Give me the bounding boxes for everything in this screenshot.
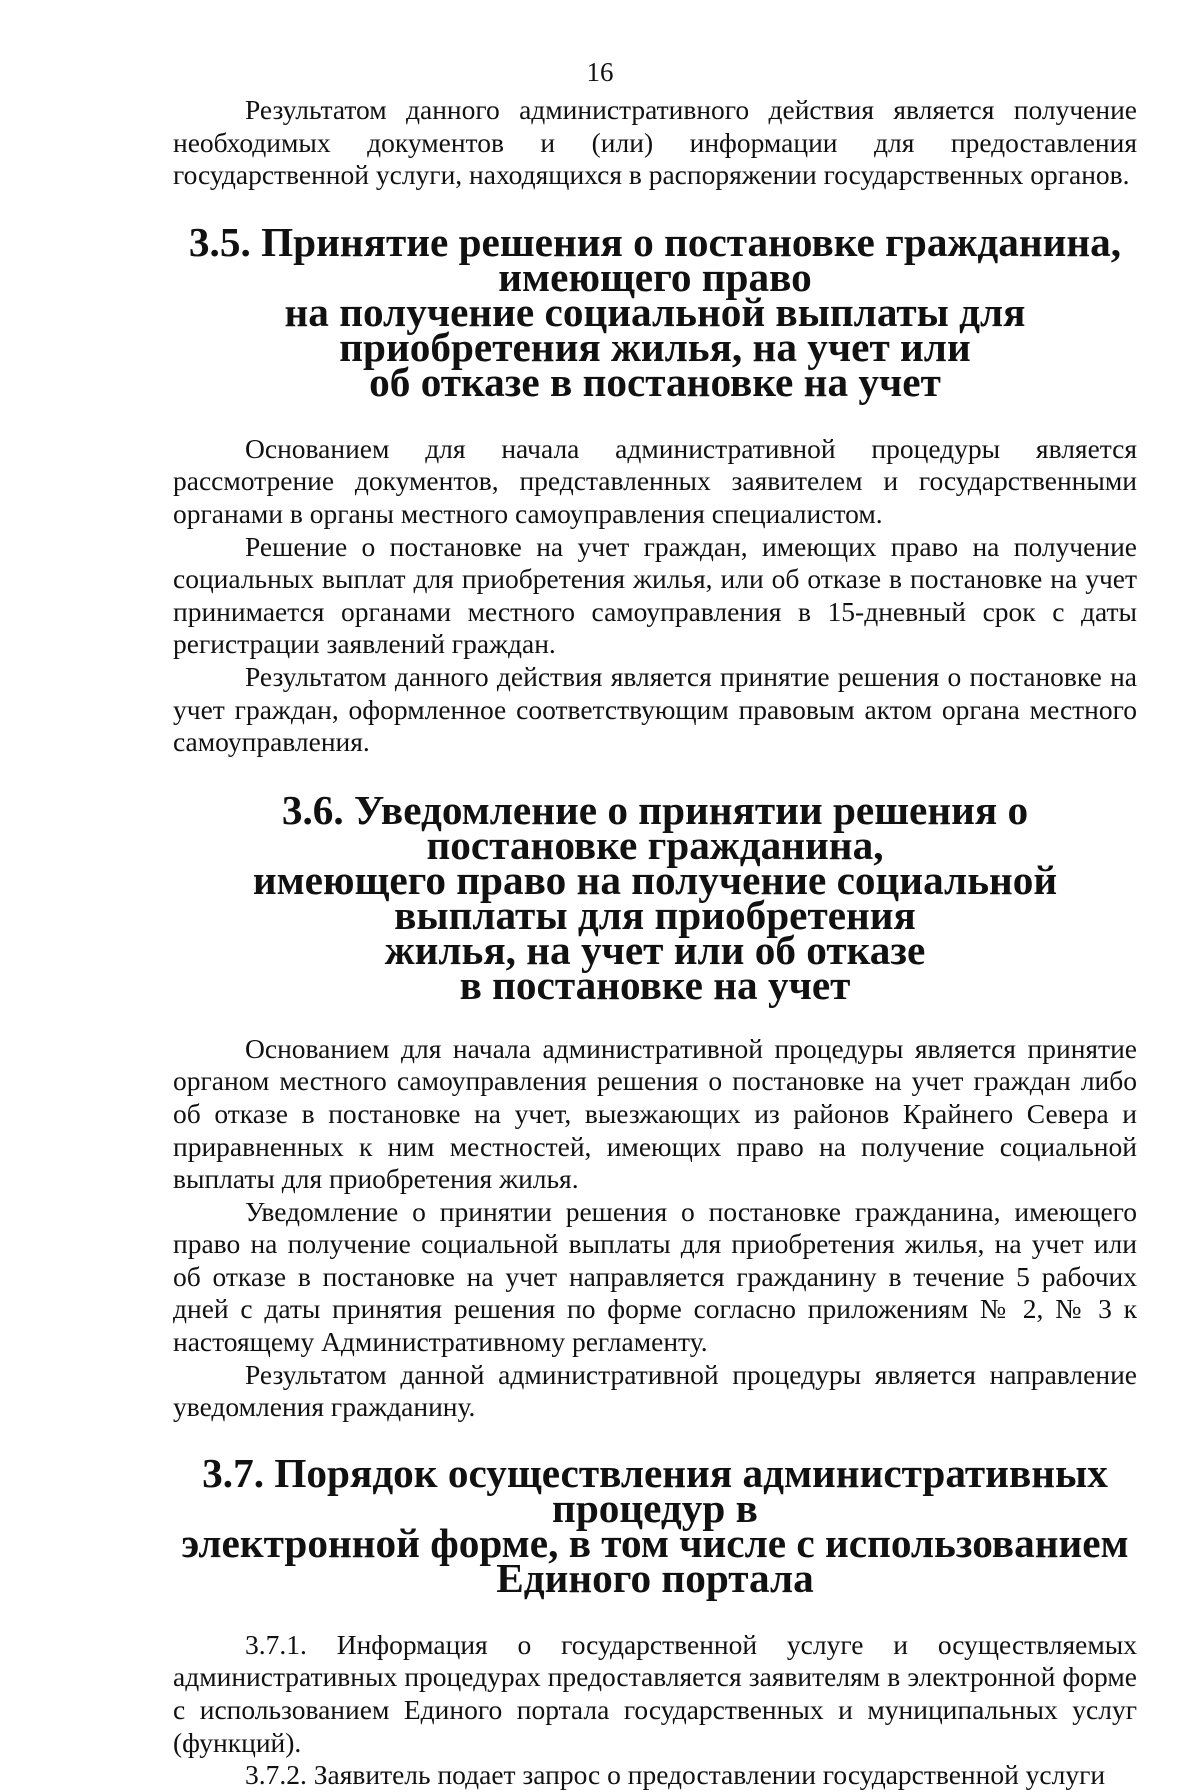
section-3-5-paragraph: Основанием для начала административной процедуры является рассмотрение документов, представленных заявителем и государственными органами в органы местного самоуправления специалистом.	[173, 432, 1137, 529]
heading-line: электронной форме, в том числе с использованием Единого портала	[181, 1519, 1129, 1601]
section-3-7-paragraph: 3.7.2. Заявитель подает запрос о предоставлении государственной услуги	[245, 1759, 1106, 1791]
section-3-7-heading	[173, 1449, 1137, 1601]
section-3-5-paragraph: Решение о постановке на учет граждан, имеющих право на получение социальных выплат для приобретения жилья, или об отказе в постановке на учет принимается органами местного самоуправления в 15-дневный срок с даты регистрации заявлений граждан.	[173, 530, 1137, 660]
heading-line: 3.6. Уведомление о принятии решения о постановке гражданина,	[281, 786, 1029, 868]
section-3-6-paragraph: Уведомление о принятии решения о постановке гражданина, имеющего право на получение социальной выплаты для приобретения жилья, на учет или об отказе в постановке на учет направляется гражданину в течение 5 рабочих дней с даты принятия решения по форме согласно приложениям № 2, № 3 к настоящему Административному регламенту.	[173, 1195, 1137, 1358]
heading-line: жилья, на учет или об отказе	[384, 926, 926, 973]
section-3-6-heading	[173, 786, 1137, 1008]
intro-paragraph: Результатом данного административного действия является получение необходимых документов и (или) информации для предоставления государственной услуги, находящихся в распоряжении государственных органов.	[173, 94, 1137, 191]
heading-line: об отказе в постановке на учет	[369, 358, 941, 405]
heading-line: 3.5. Принятие решения о постановке гражданина, имеющего право	[188, 218, 1122, 300]
section-3-5-heading	[173, 218, 1137, 405]
heading-line: в постановке на учет	[459, 961, 851, 1008]
section-3-6-paragraph: Основанием для начала административной процедуры является принятие органом местного самоуправления решения о постановке на учет граждан либо об отказе в постановке на учет, выезжающих из районов Крайнего Севера и приравненных к ним местностей, имеющих право на получение социальной выплаты для приобретения жилья.	[173, 1032, 1137, 1195]
document-body	[173, 94, 1137, 1792]
section-3-5-paragraph: Результатом данного действия является принятие решения о постановке на учет граждан, оформленное соответствующим правовым актом органа местного самоуправления.	[173, 660, 1137, 758]
section-3-7-paragraph: 3.7.1. Информация о государственной услуге и осуществляемых административных процедурах предоставляется заявителям в электронной форме с использованием Единого портала государственных и муниципальных услуг (функций).	[173, 1628, 1137, 1758]
heading-line: на получение социальной выплаты для приобретения жилья, на учет или	[284, 288, 1026, 370]
page-number: 16	[586, 57, 614, 87]
heading-line: 3.7. Порядок осуществления административных процедур в	[202, 1449, 1108, 1531]
section-3-6-paragraph: Результатом данной административной процедуры является направление уведомления гражданину.	[173, 1358, 1137, 1423]
heading-line: имеющего право на получение социальной выплаты для приобретения	[252, 856, 1058, 938]
